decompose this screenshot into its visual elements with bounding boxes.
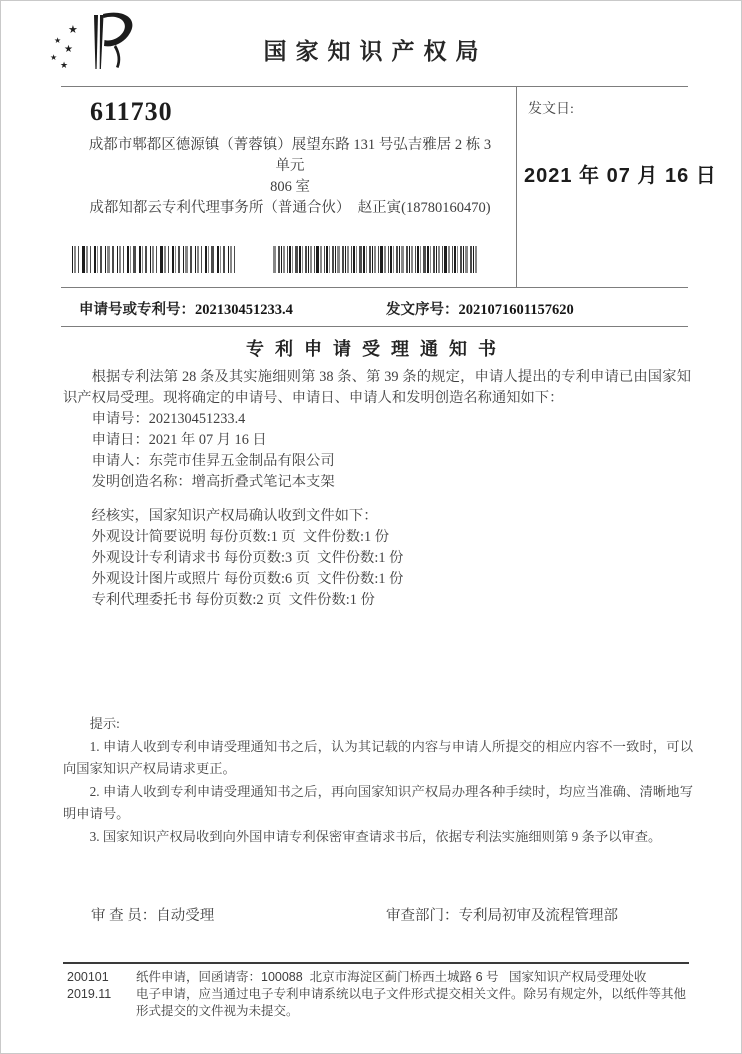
dispatch-date-value: 2021 年 07 月 16 日 (524, 165, 717, 187)
dispatch-date-label: 发文日: (528, 102, 574, 117)
application-number-label: 申请号或专利号： (79, 302, 195, 318)
footer-form-code: 2019.11 (67, 987, 112, 1001)
recipient-address-line2: 806 室 (270, 179, 310, 195)
note-item: 3. 国家知识产权局收到向外国申请专利保密审查请求书后，依据专利法实施细则第 9 条予以审查。 (89, 828, 662, 844)
footer-divider (63, 962, 689, 964)
note-item: 2. 申请人收到专利申请受理通知书之后，再向国家知识产权局办理各种手续时，均应当准确、清晰地写明申请号。 (63, 783, 693, 821)
agency-title: 国家知识产权局 (263, 38, 488, 64)
reference-row-divider (61, 326, 688, 327)
application-number-value: 202130451233.4 (195, 302, 293, 318)
barcode (72, 246, 239, 273)
postal-code: 611730 (90, 97, 173, 126)
footer-section (67, 969, 691, 1020)
serial-number-label: 发文序号： (386, 302, 459, 318)
svg-text:★: ★ (64, 44, 73, 55)
footer-row (67, 969, 691, 986)
svg-text:★: ★ (68, 23, 78, 36)
field-label: 申请号： (91, 411, 149, 427)
field-label: 发明创造名称： (91, 474, 192, 490)
field-label: 申请日： (91, 432, 149, 448)
notes-label: 提示: (89, 716, 120, 731)
field-value: 2021 年 07 月 16 日 (148, 432, 267, 448)
field-label: 申请人： (91, 453, 149, 469)
field-value: 东莞市佳昇五金制品有限公司 (148, 453, 335, 469)
barcode-section-divider (61, 287, 688, 288)
received-document-item: 外观设计专利请求书 每份页数:3 页 文件份数:1 份 (91, 550, 404, 566)
serial-number-row (386, 298, 574, 319)
dispatch-box-divider (516, 86, 517, 287)
svg-text:★: ★ (54, 36, 62, 45)
footer-note-text: 电子申请，应当通过电子专利申请系统以电子文件形式提交相关文件。除另有规定外，以纸件等其他形式提交的文件视为未提交。 (136, 987, 687, 1018)
barcode (273, 246, 478, 273)
examiner-label: 审 查 员： (91, 908, 157, 924)
recipient-block (86, 97, 494, 219)
department-label: 审查部门： (386, 908, 459, 924)
footer-row (67, 986, 691, 1020)
svg-text:★: ★ (50, 53, 58, 62)
field-application-date (63, 430, 691, 451)
note-item: 1. 申请人收到专利申请受理通知书之后，认为其记载的内容与申请人所提交的相应内容不一致时，可以向国家知识产权局请求更正。 (63, 738, 693, 776)
svg-text:★: ★ (60, 61, 69, 71)
field-invention-title (63, 472, 691, 493)
received-document-item: 专利代理委托书 每份页数:2 页 文件份数:1 份 (91, 592, 375, 608)
received-document-item: 外观设计图片或照片 每份页数:6 页 文件份数:1 份 (91, 571, 404, 587)
notice-body (63, 367, 691, 611)
received-documents-intro: 经核实，国家知识产权局确认收到文件如下： (91, 508, 378, 524)
department-row (386, 904, 618, 925)
field-value: 202130451233.4 (148, 411, 246, 427)
recipient-agent-line: 成都知都云专利代理事务所（普通合伙） 赵正寅(18780160470) (89, 200, 491, 216)
notice-title: 专利申请受理通知书 (246, 339, 507, 359)
recipient-address-line1: 成都市郫都区德源镇（菁蓉镇）展望东路 131 号弘吉雅居 2 栋 3 单元 (88, 137, 495, 174)
notice-intro-paragraph: 根据专利法第 28 条及其实施细则第 38 条、第 39 条的规定，申请人提出的专利申请已由国家知识产权局受理。现将确定的申请号、申请日、申请人和发明创造名称通知如下： (63, 369, 691, 406)
field-applicant (63, 451, 691, 472)
serial-number-value: 2021071601157620 (458, 302, 574, 318)
examiner-row (91, 904, 214, 925)
field-application-no (63, 409, 691, 430)
application-number-row (79, 298, 293, 319)
header-divider (61, 86, 688, 87)
received-document-item: 外观设计简要说明 每份页数:1 页 文件份数:1 份 (91, 529, 390, 545)
footer-form-code: 200101 (67, 970, 109, 984)
notes-section (63, 713, 693, 848)
department-value: 专利局初审及流程管理部 (458, 908, 618, 924)
examiner-value: 自动受理 (156, 908, 215, 924)
field-value: 增高折叠式笔记本支架 (191, 474, 335, 490)
footer-note-text: 纸件申请，回函请寄：100088 北京市海淀区蓟门桥西土城路 6 号 国家知识产权局受理处收 (136, 970, 647, 984)
